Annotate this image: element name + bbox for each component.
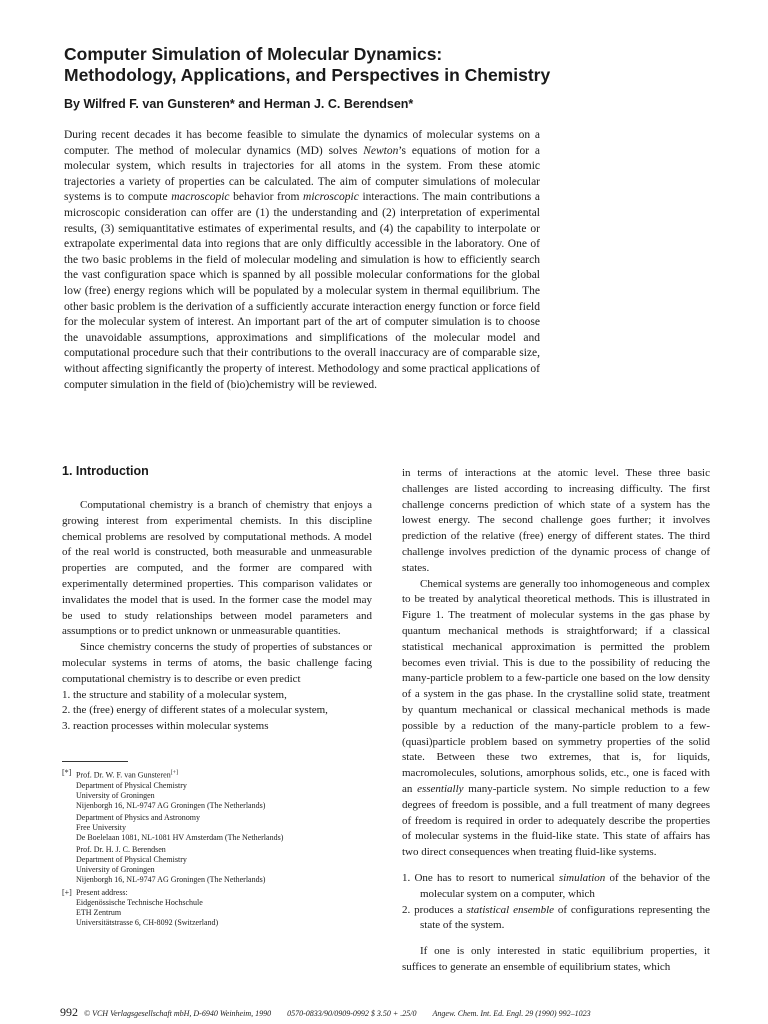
footnote-divider [62, 761, 128, 762]
right-paragraph-1: in terms of interactions at the atomic level. These three basic challenges are listed according to increasing difficulty. The first challenge concerns prediction of which state of a system has the lowest energy. The second challenge goes further; it involves prediction of the relative (free) energy of different states. The third challenge involves prediction of the dynamic process of change of states. [402, 467, 710, 574]
title-line-2: Methodology, Applications, and Perspectives in Chemistry [64, 65, 551, 85]
list-item: 2. the (free) energy of different states of a molecular system, [62, 704, 328, 717]
footnote-line: Nijenborgh 16, NL-9747 AG Groningen (The Netherlands) [76, 800, 266, 810]
paragraph-text: Chemical systems are generally too inhomogeneous and complex to be treated by analytical theoretical methods. This is illustrated in Figure 1. The treatment of molecular systems in the gas phase by quantum mechanical methods is straightforward; if a classical statistical mechanical approximation is permitted the problem becomes even trivial. This is due to the possibility of reducing the many-particle problem to a few-particle one based on the low density of a system in the gas phase. In the crystalline solid state, treatment by quantum mechanical or classical mechanical methods is made possible by a reduction of the many-particle problem to a few-(quasi)particle problem based on symmetry properties of the solid state. Between these two extremes, that is, for liquids, macromolecules, solutions, amorphous solids, etc., one is faced with an [402, 577, 710, 795]
list-emphasis: simulation [558, 871, 606, 884]
right-column [402, 466, 710, 976]
journal-citation: Angew. Chem. Int. Ed. Engl. 29 (1990) 992–1023 [432, 1009, 591, 1018]
footnote-line: Department of Physical Chemistry [76, 780, 187, 790]
footnote-line: Free University [76, 822, 126, 832]
list-emphasis: statistical ensemble [466, 903, 555, 916]
footnote-line: Nijenborgh 16, NL-9747 AG Groningen (The Netherlands) [76, 874, 266, 884]
footnote-line: Universitätstrasse 6, CH-8092 (Switzerland) [76, 917, 219, 927]
consequence-list [402, 871, 710, 934]
intro-paragraph-2: Since chemistry concerns the study of properties of substances or molecular systems in terms of atoms, the basic challenge facing computational chemistry is to describe or even predict [62, 641, 372, 685]
right-paragraph-2 [402, 577, 710, 861]
section-heading-introduction: 1. Introduction [62, 464, 149, 478]
challenge-list [62, 688, 372, 735]
list-text: 2. produces a [402, 903, 467, 916]
footnote-author: Prof. Dr. W. F. van Gunsteren [76, 770, 171, 780]
list-item [402, 903, 710, 935]
list-item: 1. the structure and stability of a molecular system, [62, 688, 287, 701]
footnote-line: Eidgenössische Technische Hochschule [76, 897, 203, 907]
footnote-sup: [+] [170, 769, 179, 776]
paragraph-emphasis: essentially [417, 782, 464, 795]
list-item [402, 871, 710, 903]
list-text: of configurations representing the state of the system. [420, 903, 710, 932]
author-line: By Wilfred F. van Gunsteren* and Herman J. C. Berendsen* [64, 97, 414, 111]
abstract-text: behavior from [229, 191, 304, 204]
abstract-emphasis: microscopic [303, 191, 359, 204]
issn-code: 0570-0833/90/0909-0992 $ 3.50 + .25/0 [287, 1009, 417, 1018]
page-number: 992 [60, 1005, 78, 1019]
footnote-line: Department of Physics and Astronomy [76, 812, 200, 822]
intro-paragraph-1: Computational chemistry is a branch of chemistry that enjoys a growing interest from experimental chemists. In this discipline chemical problems are resolved by computational methods. A model of the real world is constructed, both measurable and unmeasurable properties are computed, and the former are compared with experimentally determined properties. This comparison validates or invalidates the model that is used. In the former case the model may be used to study relationships between model parameters and assumptions or to predict unknown or unmeasurable quantities. [62, 499, 372, 638]
footnote-line: Department of Physical Chemistry [76, 854, 187, 864]
abstract-text: interactions. The main contributions a microscopic consideration can offer are (1) the understanding and (2) interpretation of experimental results, (3) semiquantitative estimates of experimental results, and (4) the capability to interpolate or extrapolate experimental data into regions that are only difficultly accessible in the laboratory. One of the two basic problems in the field of molecular modeling and simulation is how to efficiently search the vast configuration space which is spanned by all possible molecular conformations for the global low (free) energy regions which will be populated by a molecular system in thermal equilibrium. The other basic problem is the derivation of a sufficiently accurate interaction energy function or force field for the molecular system of interest. An important part of the art of computer simulation is to choose the unavoidable assumptions, approximations and simplifications of the molecular model and computational procedure such that their contributions to the overall inaccuracy are of comparable size, without affecting significantly the property of interest. Methodology and some practical applications of computer simulation in the field of (bio)chemistry will be reviewed. [64, 191, 540, 391]
footnote-entry [62, 768, 372, 887]
footnote-mark: [+] [62, 887, 72, 897]
footnote-line: University of Groningen [76, 790, 155, 800]
footnote-line: Present address: [76, 887, 128, 897]
abstract-emphasis: Newton [363, 144, 399, 157]
abstract-text: During recent decades it has become feasible to simulate the dynamics of molecular systems on a computer. The method of molecular dynamics (MD) solves [64, 129, 540, 157]
footnote-line: University of Groningen [76, 864, 155, 874]
list-text: 1. One has to resort to numerical [402, 871, 559, 884]
footnotes [62, 768, 372, 928]
title-line-1: Computer Simulation of Molecular Dynamics: [64, 44, 443, 64]
publisher-line: © VCH Verlagsgesellschaft mbH, D-6940 Weinheim, 1990 [84, 1009, 272, 1018]
footnote-entry [62, 888, 372, 928]
list-item: 3. reaction processes within molecular systems [62, 720, 269, 733]
paragraph-text: many-particle system. No simple reduction to a few degrees of freedom is possible, and a full treatment of many degrees of freedom is required in order to adequately describe the properties of molecular systems in the fluid-like state. This state of affairs has two direct consequences when treating fluid-like systems. [402, 782, 710, 859]
list-text: of the behavior of the molecular system on a computer, which [420, 871, 710, 900]
footnote-line: De Boelelaan 1081, NL-1081 HV Amsterdam (The Netherlands) [76, 832, 284, 842]
abstract-text: ’s equations of motion for a molecular system, which results in trajectories for all atoms in the system. From these atomic trajectories a variety of properties can be calculated. The aim of computer simulations of molecular systems is to compute [64, 144, 540, 204]
abstract [64, 128, 540, 393]
right-paragraph-3: If one is only interested in static equilibrium properties, it suffices to generate an ensemble of equilibrium states, which [402, 945, 710, 973]
article-title [64, 44, 704, 86]
page-footer [60, 1005, 710, 1020]
footnote-mark: [*] [62, 767, 72, 777]
left-column [62, 464, 372, 928]
footnote-line: Prof. Dr. H. J. C. Berendsen [76, 844, 166, 854]
footnote-line: ETH Zentrum [76, 907, 122, 917]
abstract-emphasis: macroscopic [171, 191, 230, 204]
